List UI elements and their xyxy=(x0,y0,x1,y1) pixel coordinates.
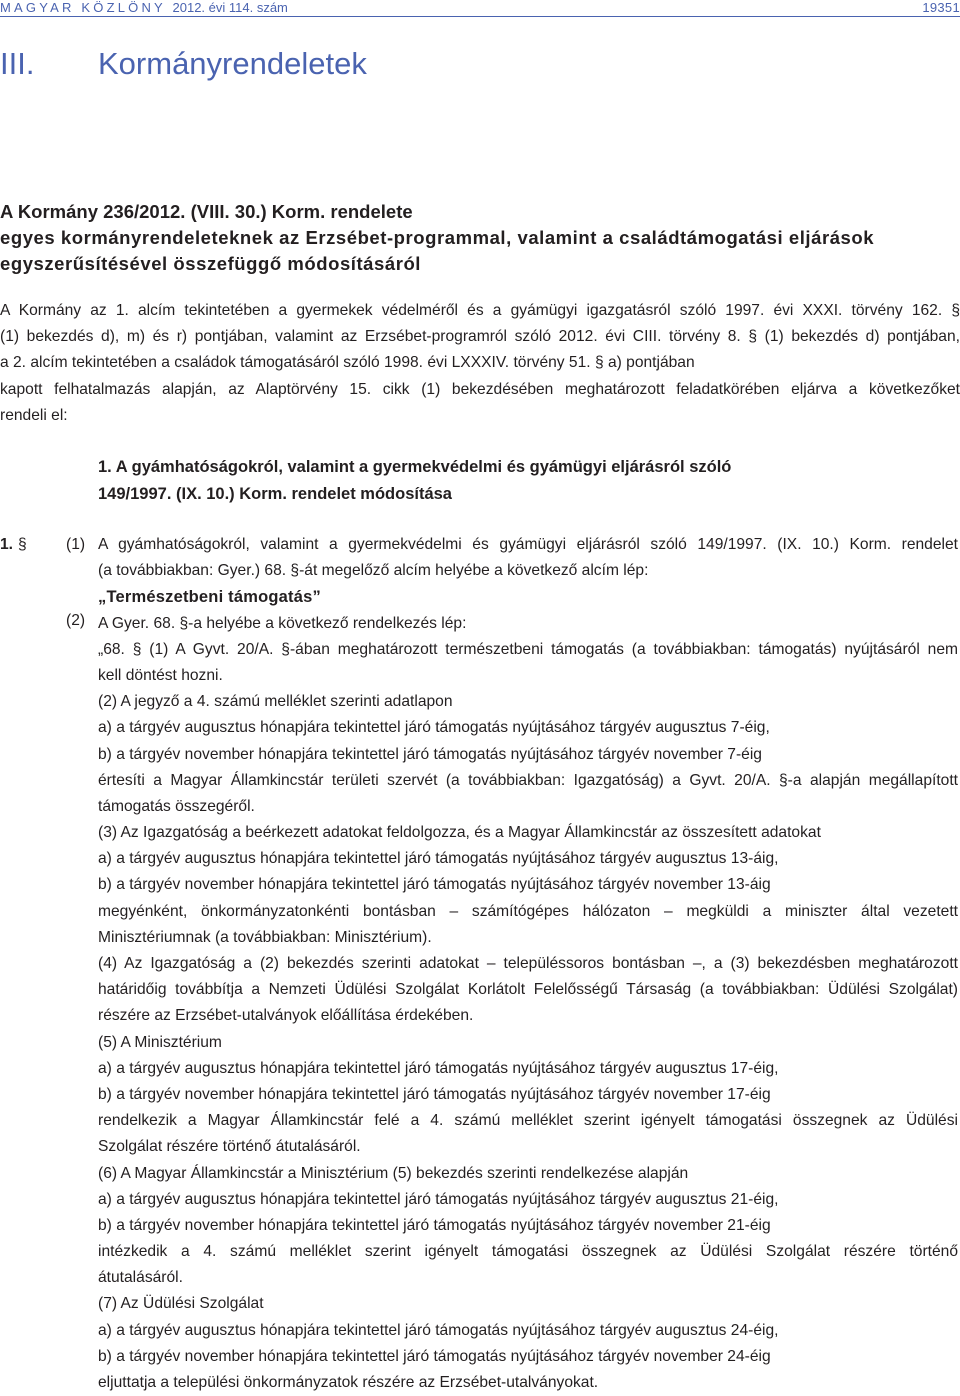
body-line: megyénként, önkormányzatonkénti bontásban – számítógépes hálózaton – megküldi a miniszter által vezetett xyxy=(98,902,958,920)
preamble-line: kapott felhatalmazás alapján, az Alaptörvény 15. cikk (1) bekezdésében meghatározott feladatkörében eljárva a következőket xyxy=(0,380,960,398)
decree-title xyxy=(0,199,960,277)
body-line: a) a tárgyév augusztus hónapjára tekintettel járó támogatás nyújtásához tárgyév augusztus 7-éig, xyxy=(98,719,770,737)
preamble xyxy=(0,298,960,429)
body-line: (a továbbiakban: Gyer.) 68. §-át megelőző alcím helyébe a következő alcím lép: xyxy=(98,562,649,580)
body-line: részére az Erzsébet-utalványok előállítása érdekében. xyxy=(98,1007,474,1025)
preamble-line: A Kormány az 1. alcím tekintetében a gyermekek védelméről és a gyámügyi igazgatásról szóló 1997. évi XXXI. törvény 162. § xyxy=(0,302,960,319)
running-header xyxy=(0,0,960,14)
chapter-heading xyxy=(98,454,918,508)
subsection-label-1: (1) xyxy=(66,536,86,553)
body-line: a) a tárgyév augusztus hónapjára tekintettel járó támogatás nyújtásához tárgyév augusztus 13-áig, xyxy=(98,850,779,868)
body-line: b) a tárgyév november hónapjára tekintettel járó támogatás nyújtásához tárgyév november 21-éig xyxy=(98,1216,771,1234)
body-line: rendelkezik a Magyar Államkincstár felé a 4. számú melléklet szerint igényelt támogatási összegnek az Üdülési xyxy=(98,1112,958,1130)
decree-title-line-3: egyszerűsítésével összefüggő módosításáról xyxy=(0,253,421,274)
chapter-heading-line-1: 1. A gyámhatóságokról, valamint a gyermekvédelmi és gyámügyi eljárásról szóló xyxy=(98,458,732,476)
body-line: b) a tárgyév november hónapjára tekintettel járó támogatás nyújtásához tárgyév november 7-éig xyxy=(98,745,762,763)
body-line: intézkedik a 4. számú melléklet szerint igényelt támogatási összegnek az Üdülési Szolgálat részére történő xyxy=(98,1243,958,1261)
decree-title-line-2: egyes kormányrendeleteknek az Erzsébet-programmal, valamint a családtámogatási eljárások xyxy=(0,227,875,248)
body-line: b) a tárgyév november hónapjára tekintettel járó támogatás nyújtásához tárgyév november 24-éig xyxy=(98,1347,771,1365)
body-line: értesíti a Magyar Államkincstár területi szervét (a továbbiakban: Igazgatóság) a Gyvt. 20/A. §-a alapján megállapított xyxy=(98,771,958,789)
body-line: (2) A jegyző a 4. számú melléklet szerinti adatlapon xyxy=(98,693,453,711)
body-line: Minisztériumnak (a továbbiakban: Minisztérium). xyxy=(98,928,432,946)
year-issue: 2012. évi 114. szám xyxy=(172,0,288,15)
body-line: (5) A Minisztérium xyxy=(98,1033,222,1051)
body-line: Szolgálat részére történő átutalásáról. xyxy=(98,1138,361,1156)
subsection-label-2: (2) xyxy=(66,612,86,629)
preamble-line: rendeli el: xyxy=(0,406,68,424)
decree-title-line-1: A Kormány 236/2012. (VIII. 30.) Korm. rendelete xyxy=(0,201,413,222)
quoted-subtitle: „Természetbeni támogatás” xyxy=(98,588,321,607)
part-number: III. xyxy=(0,46,35,81)
part-title: Kormányrendeletek xyxy=(98,46,367,81)
section-body xyxy=(98,532,958,1396)
chapter-heading-line-2: 149/1997. (IX. 10.) Korm. rendelet módosítása xyxy=(98,485,452,503)
page-number: 19351 xyxy=(922,0,960,15)
body-line: támogatás összegéről. xyxy=(98,797,255,815)
publication-title: MAGYAR KÖZLÖNY xyxy=(0,0,166,15)
body-line: b) a tárgyév november hónapjára tekintettel járó támogatás nyújtásához tárgyév november 17-éig xyxy=(98,1085,771,1103)
body-line: A gyámhatóságokról, valamint a gyermekvédelmi és gyámügyi eljárásról szóló 149/1997. (IX. 10.) Korm. rendelet xyxy=(98,536,958,553)
preamble-line: a 2. alcím tekintetében a családok támogatásáról szóló 1998. évi LXXXIV. törvény 51. § a) pontjában xyxy=(0,354,695,372)
body-line: átutalásáról. xyxy=(98,1269,183,1287)
body-line: eljuttatja a települési önkormányzatok részére az Erzsébet-utalványokat. xyxy=(98,1374,599,1391)
body-line: (4) Az Igazgatóság a (2) bekezdés szerinti adatokat – településsoros bontásban –, a (3) bekezdésben meghatározott xyxy=(98,955,958,972)
body-line: (3) Az Igazgatóság a beérkezett adatokat feldolgozza, és a Magyar Államkincstár az összesített adatokat xyxy=(98,824,821,842)
body-line: (6) A Magyar Államkincstár a Minisztérium (5) bekezdés szerinti rendelkezése alapján xyxy=(98,1164,689,1182)
body-line: „68. § (1) A Gyvt. 20/A. §-ában meghatározott természetbeni támogatás (a továbbiakban: támogatás) nyújtásáról nem xyxy=(98,640,958,658)
body-line: határidőig továbbítja a Nemzeti Üdülési Szolgálat Korlátolt Felelősségű Társaság (a továbbiakban: Üdülési Szolgálat) xyxy=(98,981,958,999)
body-line: b) a tárgyév november hónapjára tekintettel járó támogatás nyújtásához tárgyév november 13-áig xyxy=(98,876,771,894)
section-sign: § xyxy=(18,536,27,553)
preamble-line: (1) bekezdés d), m) és r) pontjában, valamint az Erzsébet-programról szóló 2012. évi CIII. törvény 8. § (1) bekezdés d) pontjában, xyxy=(0,328,960,346)
publication-name xyxy=(0,0,288,15)
header-rule xyxy=(0,16,960,17)
section-number: 1. xyxy=(0,536,14,553)
body-line: a) a tárgyév augusztus hónapjára tekintettel járó támogatás nyújtásához tárgyév augusztus 17-éig, xyxy=(98,1059,779,1077)
body-line: a) a tárgyév augusztus hónapjára tekintettel járó támogatás nyújtásához tárgyév augusztus 21-éig, xyxy=(98,1190,779,1208)
body-line: kell döntést hozni. xyxy=(98,666,223,684)
body-line: (7) Az Üdülési Szolgálat xyxy=(98,1295,264,1313)
body-line: a) a tárgyév augusztus hónapjára tekintettel járó támogatás nyújtásához tárgyév augusztus 24-éig, xyxy=(98,1321,779,1339)
body-line: A Gyer. 68. §-a helyébe a következő rendelkezés lép: xyxy=(98,614,467,632)
